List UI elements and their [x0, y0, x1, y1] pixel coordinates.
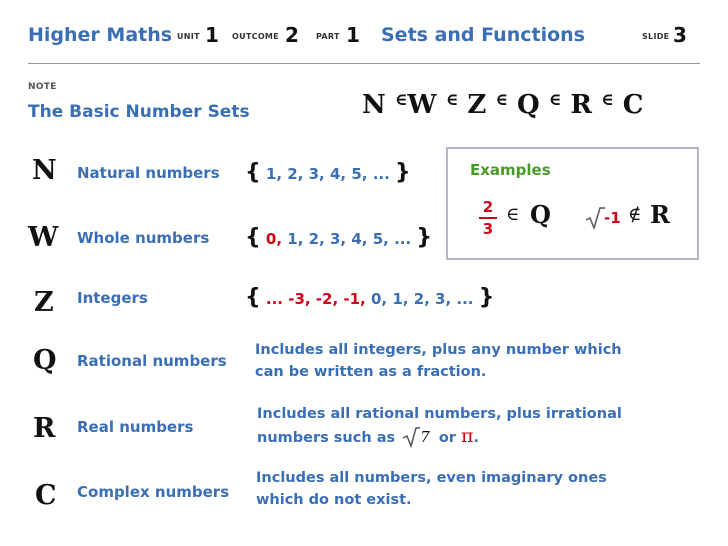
examples-title: Examples	[470, 161, 551, 179]
unit-label: UNIT	[177, 32, 200, 41]
radicand-neg-one: -1	[604, 209, 621, 227]
set-name-natural: Natural numbers	[77, 164, 220, 182]
sentence-end: .	[473, 430, 480, 446]
set-letter-n: N	[32, 155, 57, 186]
example-set-r: R	[650, 200, 670, 229]
slide-label: SLIDE	[642, 32, 670, 41]
chain-symbol: ∈	[445, 90, 459, 110]
topic-title: Sets and Functions	[381, 24, 585, 46]
rational-line-1: Includes all integers, plus any number which	[255, 342, 622, 358]
real-line-2	[257, 425, 622, 449]
rational-description	[255, 339, 622, 383]
real-line-2-text: numbers such as	[257, 430, 396, 446]
set-name-complex: Complex numbers	[77, 483, 230, 501]
set-letter-q: Q	[33, 345, 57, 376]
chain-symbol: ∈	[394, 90, 408, 110]
outcome-label: OUTCOME	[232, 32, 279, 41]
element-of-symbol: ∈	[506, 204, 520, 225]
set-letter-c: C	[35, 480, 57, 511]
close-brace: }	[395, 160, 411, 185]
set-letter-w: W	[28, 222, 59, 253]
real-description	[257, 403, 622, 449]
part-value: 1	[346, 23, 360, 47]
pi-symbol: π	[461, 425, 474, 447]
integer-set-list	[245, 285, 494, 310]
chain-set-r: R	[570, 90, 593, 120]
complex-line-1: Includes all numbers, even imaginary ones	[256, 470, 607, 486]
set-name-whole: Whole numbers	[77, 229, 210, 247]
or-word: or	[438, 430, 456, 446]
header-divider	[28, 63, 700, 64]
natural-items: 1, 2, 3, 4, 5, ...	[265, 165, 390, 183]
outcome-value: 2	[285, 23, 299, 47]
set-name-rational: Rational numbers	[77, 352, 227, 370]
complex-line-2: which do not exist.	[256, 492, 412, 508]
sqrt-seven: 7	[420, 428, 430, 446]
chain-set-z: Z	[467, 90, 487, 120]
fraction-denominator: 3	[482, 220, 494, 238]
real-line-1: Includes all rational numbers, plus irrational	[257, 406, 622, 422]
fraction-bar	[479, 217, 497, 219]
chain-symbol: ∈	[495, 90, 508, 110]
natural-set-list	[245, 160, 411, 185]
whole-items: 1, 2, 3, 4, 5, ...	[287, 230, 412, 248]
unit-value: 1	[205, 23, 219, 47]
rational-line-2: can be written as a fraction.	[255, 364, 487, 380]
set-name-real: Real numbers	[77, 418, 194, 436]
example-set-q: Q	[530, 200, 551, 229]
chain-set-c: C	[622, 90, 644, 120]
whole-zero: 0,	[265, 230, 283, 248]
chain-symbol: ∈	[548, 90, 562, 110]
close-brace: }	[478, 285, 495, 310]
chain-set-w: W	[407, 90, 437, 120]
fraction-numerator: 2	[482, 198, 494, 216]
open-brace: {	[245, 160, 261, 185]
close-brace: }	[416, 225, 433, 250]
page-title: The Basic Number Sets	[28, 102, 250, 122]
set-name-integers: Integers	[77, 289, 148, 307]
complex-description	[256, 467, 607, 511]
set-letter-r: R	[33, 413, 56, 444]
set-letter-z: Z	[34, 287, 54, 318]
slide-number: 3	[673, 23, 687, 47]
course-title: Higher Maths	[28, 24, 173, 46]
whole-set-list	[245, 225, 432, 250]
integer-negatives: ... -3, -2, -1,	[265, 290, 366, 308]
integer-rest: 0, 1, 2, 3, ...	[370, 290, 474, 308]
chain-set-n: N	[362, 90, 386, 120]
radical-sign-icon	[402, 426, 420, 448]
examples-box	[446, 147, 699, 260]
open-brace: {	[245, 285, 261, 310]
set-chain	[362, 90, 643, 120]
not-element-of-symbol: ∉	[628, 204, 642, 225]
note-label: NOTE	[28, 82, 57, 92]
chain-symbol: ∈	[601, 90, 614, 110]
chain-set-q: Q	[517, 90, 540, 120]
open-brace: {	[245, 225, 261, 250]
radical-sign-icon	[585, 206, 605, 230]
part-label: PART	[316, 32, 340, 41]
